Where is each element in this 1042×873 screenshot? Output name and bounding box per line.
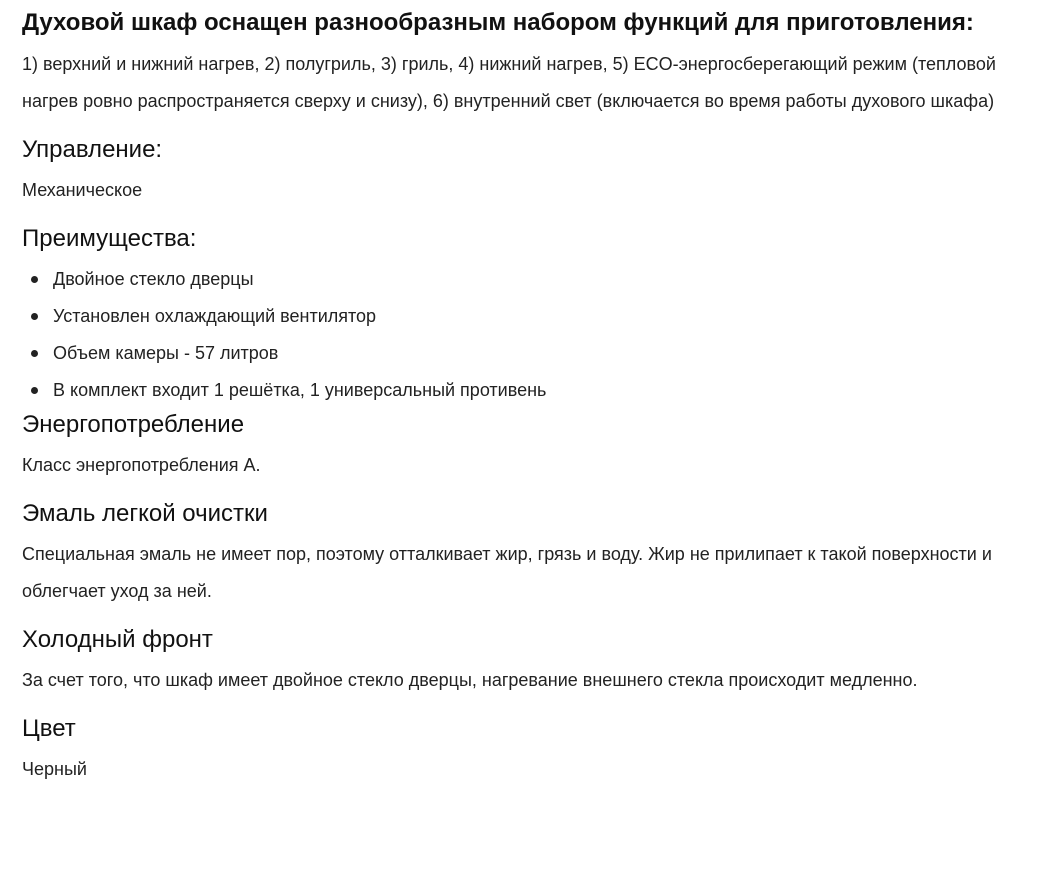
color-title: Цвет xyxy=(22,715,76,742)
enamel-text: Специальная эмаль не имеет пор, поэтому отталкивает жир, грязь и воду. Жир не прилипает к такой поверхности и облегчает уход за ней. xyxy=(22,544,992,601)
bullet-icon xyxy=(31,313,38,320)
cold-front-text: За счет того, что шкаф имеет двойное стекло дверцы, нагревание внешнего стекла происходит медленно. xyxy=(22,670,918,690)
bullet-icon xyxy=(31,276,38,283)
bullet-icon xyxy=(31,387,38,394)
control-title: Управление: xyxy=(22,136,163,163)
functions-title: Духовой шкаф оснащен разнообразным набором функций для приготовления: xyxy=(22,9,974,36)
list-item xyxy=(31,261,1038,298)
benefit-text: В комплект входит 1 решётка, 1 универсальный противень xyxy=(53,380,547,400)
energy-title: Энергопотребление xyxy=(22,411,245,438)
benefits-title: Преимущества: xyxy=(22,225,197,252)
list-item xyxy=(31,335,1038,372)
benefit-text: Объем камеры - 57 литров xyxy=(53,343,279,363)
benefits-list xyxy=(22,261,1038,409)
control-text: Механическое xyxy=(22,180,143,200)
cold-front-title: Холодный фронт xyxy=(22,626,213,653)
enamel-title: Эмаль легкой очистки xyxy=(22,500,268,527)
color-text: Черный xyxy=(22,759,87,779)
energy-text: Класс энергопотребления А. xyxy=(22,455,261,475)
benefit-text: Двойное стекло дверцы xyxy=(53,269,254,289)
benefit-text: Установлен охлаждающий вентилятор xyxy=(53,306,377,326)
functions-text: 1) верхний и нижний нагрев, 2) полугриль, 3) гриль, 4) нижний нагрев, 5) ECO-энергосберегающий режим (тепловой нагрев ровно распространяется сверху и снизу), 6) внутренний свет (включается во время работы духового шкафа) xyxy=(22,54,996,111)
bullet-icon xyxy=(31,350,38,357)
list-item xyxy=(31,298,1038,335)
list-item xyxy=(31,372,1038,409)
